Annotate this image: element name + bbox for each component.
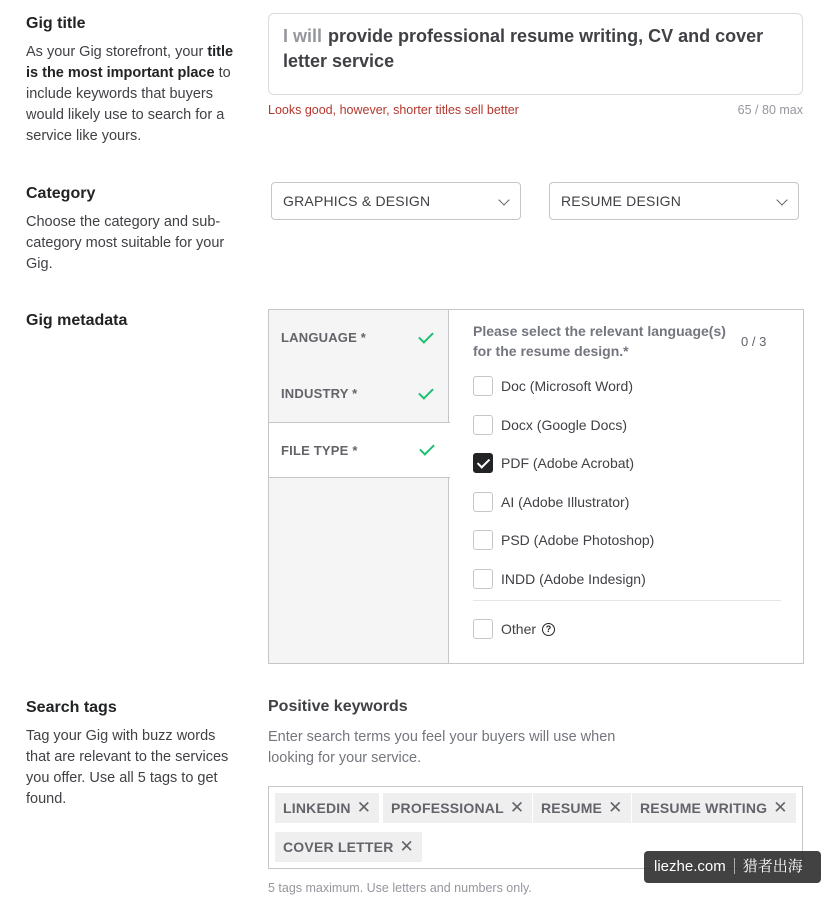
close-icon[interactable]: ✕ [356, 798, 372, 817]
title-char-count: 65 / 80 max [737, 103, 803, 117]
category-label: Category [26, 185, 96, 202]
help-circle-icon[interactable]: ? [542, 623, 555, 636]
tab-language[interactable] [269, 310, 449, 366]
option-label: Other [501, 621, 537, 637]
title-value: provide professional resume writing, CV and cover letter service [283, 26, 764, 71]
tab-industry[interactable] [269, 366, 449, 422]
option-label: Docx (Google Docs) [501, 417, 628, 433]
metadata-panel [268, 309, 804, 664]
tag-chip [533, 793, 631, 823]
tag-chip [383, 793, 532, 823]
tag-chip [275, 832, 422, 862]
checkbox[interactable] [473, 530, 493, 550]
tag-chip [275, 793, 379, 823]
option-label: AI (Adobe Illustrator) [501, 494, 630, 510]
checkbox[interactable] [473, 492, 493, 512]
check-icon [418, 328, 434, 344]
tag-chip [632, 793, 796, 823]
tab-file-type-label: FILE TYPE * [281, 443, 358, 458]
tag-label: LINKEDIN [283, 800, 351, 816]
search-tags-description: Tag your Gig with buzz words that are relevant to the services you offer. Use all 5 tags to get found. [26, 728, 229, 807]
close-icon[interactable]: ✕ [773, 798, 788, 817]
chevron-down-icon [498, 194, 509, 205]
positive-keywords-description: Enter search terms you feel your buyers will use when looking for your service. [268, 729, 616, 766]
check-icon [419, 440, 435, 456]
gig-title-label: Gig title [26, 15, 86, 32]
title-hint: Looks good, however, shorter titles sell better [268, 103, 519, 117]
metadata-section [26, 311, 241, 331]
tags-hint: 5 tags maximum. Use letters and numbers only. [268, 881, 532, 895]
tab-file-type[interactable] [269, 422, 450, 478]
gig-title-input[interactable] [268, 13, 803, 95]
close-icon[interactable]: ✕ [608, 798, 623, 817]
positive-keywords-title: Positive keywords [268, 698, 408, 715]
watermark-separator [734, 858, 735, 874]
watermark-right: 猎者出海 [742, 858, 803, 875]
title-prefix: I will [283, 26, 323, 46]
checkbox-checked[interactable] [473, 453, 493, 473]
checkbox[interactable] [473, 569, 493, 589]
tag-label: COVER LETTER [283, 839, 394, 855]
option-label: INDD (Adobe Indesign) [501, 571, 646, 587]
tag-label: RESUME [541, 800, 603, 816]
category-select[interactable] [271, 182, 521, 220]
chevron-down-icon [776, 194, 787, 205]
subcategory-select-value: RESUME DESIGN [561, 193, 682, 209]
metadata-label: Gig metadata [26, 312, 128, 329]
checkbox[interactable] [473, 376, 493, 396]
option-label: PDF (Adobe Acrobat) [501, 455, 635, 471]
tag-label: PROFESSIONAL [391, 800, 504, 816]
subcategory-select[interactable] [549, 182, 799, 220]
metadata-question: Please select the relevant language(s) for the resume design.* [473, 323, 726, 359]
category-description: Choose the category and sub-category most suitable for your Gig. [26, 214, 225, 272]
tag-label: RESUME WRITING [640, 800, 768, 816]
watermark [644, 851, 821, 883]
category-section [26, 184, 241, 275]
tab-language-label: LANGUAGE * [281, 330, 367, 345]
checkbox[interactable] [473, 619, 493, 639]
gig-title-description: As your Gig storefront, your title is the most important place to include keywords that buyers would likely use to search for a service like yours. [26, 44, 234, 144]
divider [473, 600, 781, 601]
checkbox[interactable] [473, 415, 493, 435]
gig-title-section [26, 14, 241, 147]
metadata-tabs [269, 310, 449, 663]
category-select-value: GRAPHICS & DESIGN [283, 193, 431, 209]
watermark-left: liezhe.com [654, 858, 726, 875]
check-icon [418, 384, 434, 400]
tab-industry-label: INDUSTRY * [281, 386, 358, 401]
option-other-text [501, 619, 555, 639]
search-tags-label: Search tags [26, 699, 117, 716]
option-label: Doc (Microsoft Word) [501, 378, 633, 394]
option-label: PSD (Adobe Photoshop) [501, 532, 655, 548]
close-icon[interactable]: ✕ [399, 837, 414, 856]
close-icon[interactable]: ✕ [509, 798, 525, 817]
search-tags-section [26, 698, 241, 810]
metadata-selection-count: 0 / 3 [741, 334, 767, 349]
